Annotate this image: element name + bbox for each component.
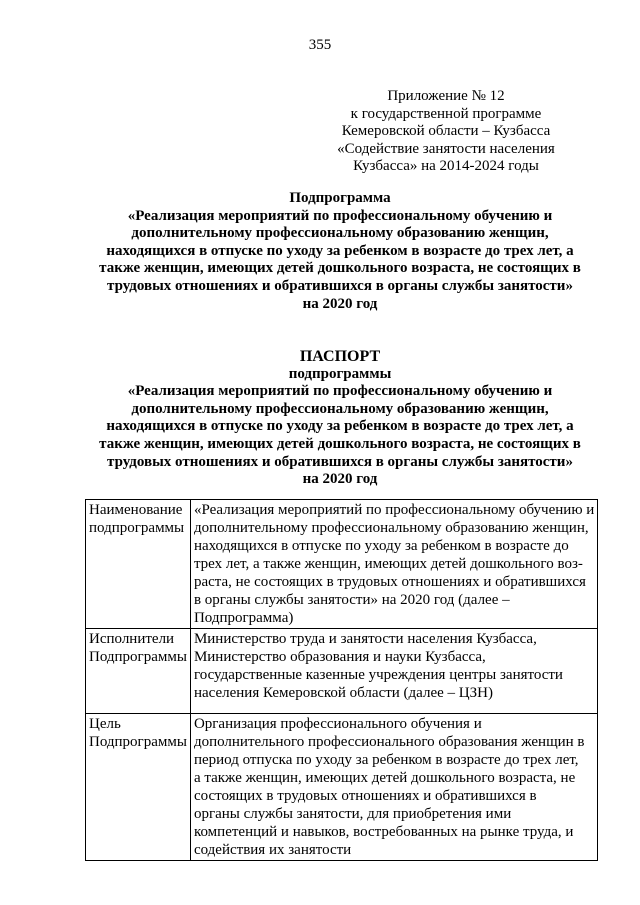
table-cell-label — [86, 629, 191, 714]
table-row — [86, 629, 598, 714]
cell-line: состоящих в трудовых отношениях и обратившихся в — [193, 788, 537, 804]
passport-title-line: на 2020 год — [302, 471, 378, 488]
appendix-line: Кузбасса» на 2014-2024 годы — [353, 158, 539, 175]
appendix-line: Кемеровской области – Кузбасса — [341, 123, 551, 140]
appendix-block — [300, 88, 592, 176]
cell-line: трех лет, а также женщин, имеющих детей дошкольного воз- — [193, 556, 583, 572]
passport-title — [90, 348, 590, 489]
cell-line: Подпрограмма) — [193, 610, 294, 626]
subprogram-title-line: находящихся в отпуске по уходу за ребенком в возрасте до трех лет, а — [106, 242, 574, 259]
cell-line: содействия их занятости — [193, 842, 352, 858]
passport-table — [85, 499, 598, 861]
table-cell-value — [190, 714, 597, 861]
cell-line: Министерство труда и занятости населения Кузбасса, — [193, 631, 537, 647]
subprogram-title-line: также женщин, имеющих детей дошкольного возраста, не состоящих в — [99, 260, 581, 277]
cell-line: дополнительного профессионального образования женщин в — [193, 734, 585, 750]
table-row — [86, 500, 598, 629]
passport-title-line: дополнительному профессиональному образованию женщин, — [131, 400, 549, 417]
cell-line: населения Кемеровской области (далее – ЦЗН) — [193, 685, 493, 701]
cell-line: в органы службы занятости» на 2020 год (далее – — [193, 592, 510, 608]
appendix-line: «Содействие занятости населения — [337, 140, 555, 157]
subprogram-title — [90, 190, 590, 313]
cell-line: «Реализация мероприятий по профессиональному обучению и — [193, 502, 595, 518]
cell-line: Цель — [89, 716, 121, 732]
passport-title-line: находящихся в отпуске по уходу за ребенком в возрасте до трех лет, а — [106, 418, 574, 435]
cell-line: Наименование — [89, 502, 183, 518]
cell-line: Исполнители — [89, 631, 175, 647]
subprogram-title-line: трудовых отношениях и обратившихся в органы службы занятости» — [107, 277, 573, 294]
subprogram-title-line: на 2020 год — [302, 295, 378, 312]
page-number: 355 — [308, 37, 332, 53]
cell-line: Министерство образования и науки Кузбасса, — [193, 649, 486, 665]
cell-line: период отпуска по уходу за ребенком в возрасте до трех лет, — [193, 752, 579, 768]
cell-line: находящихся в отпуске по уходу за ребенком в возрасте до — [193, 538, 569, 554]
appendix-line: Приложение № 12 — [387, 88, 505, 104]
subprogram-title-line: «Реализация мероприятий по профессиональному обучению и — [127, 207, 553, 224]
subprogram-title-line: дополнительному профессиональному образованию женщин, — [131, 225, 549, 242]
cell-line: компетенций и навыков, востребованных на рынке труда, и — [193, 824, 574, 840]
subprogram-title-line: Подпрограмма — [289, 190, 391, 206]
cell-line: раста, не состоящих в трудовых отношениях и обратившихся — [193, 574, 586, 590]
table-row — [86, 714, 598, 861]
passport-heading: ПАСПОРТ — [299, 348, 381, 365]
cell-line: а также женщин, имеющих детей дошкольного возраста, не — [193, 770, 576, 786]
cell-line: органы службы занятости, для приобретения ими — [193, 806, 512, 822]
appendix-line: к государственной программе — [350, 105, 542, 122]
passport-title-line: подпрограммы — [288, 365, 392, 382]
passport-title-line: трудовых отношениях и обратившихся в органы службы занятости» — [107, 453, 573, 470]
cell-line: государственные казенные учреждения центры занятости — [193, 667, 563, 683]
passport-title-line: также женщин, имеющих детей дошкольного возраста, не состоящих в — [99, 435, 581, 452]
cell-line: Подпрограммы — [89, 649, 187, 665]
table-cell-value — [190, 629, 597, 714]
cell-line: подпрограммы — [89, 520, 185, 536]
table-cell-value — [190, 500, 597, 629]
cell-line: Подпрограммы — [89, 734, 187, 750]
passport-title-line: «Реализация мероприятий по профессиональному обучению и — [127, 383, 553, 400]
table-cell-label — [86, 714, 191, 861]
cell-line: Организация профессионального обучения и — [193, 716, 482, 732]
cell-line: дополнительному профессиональному образованию женщин, — [193, 520, 589, 536]
table-cell-label — [86, 500, 191, 629]
